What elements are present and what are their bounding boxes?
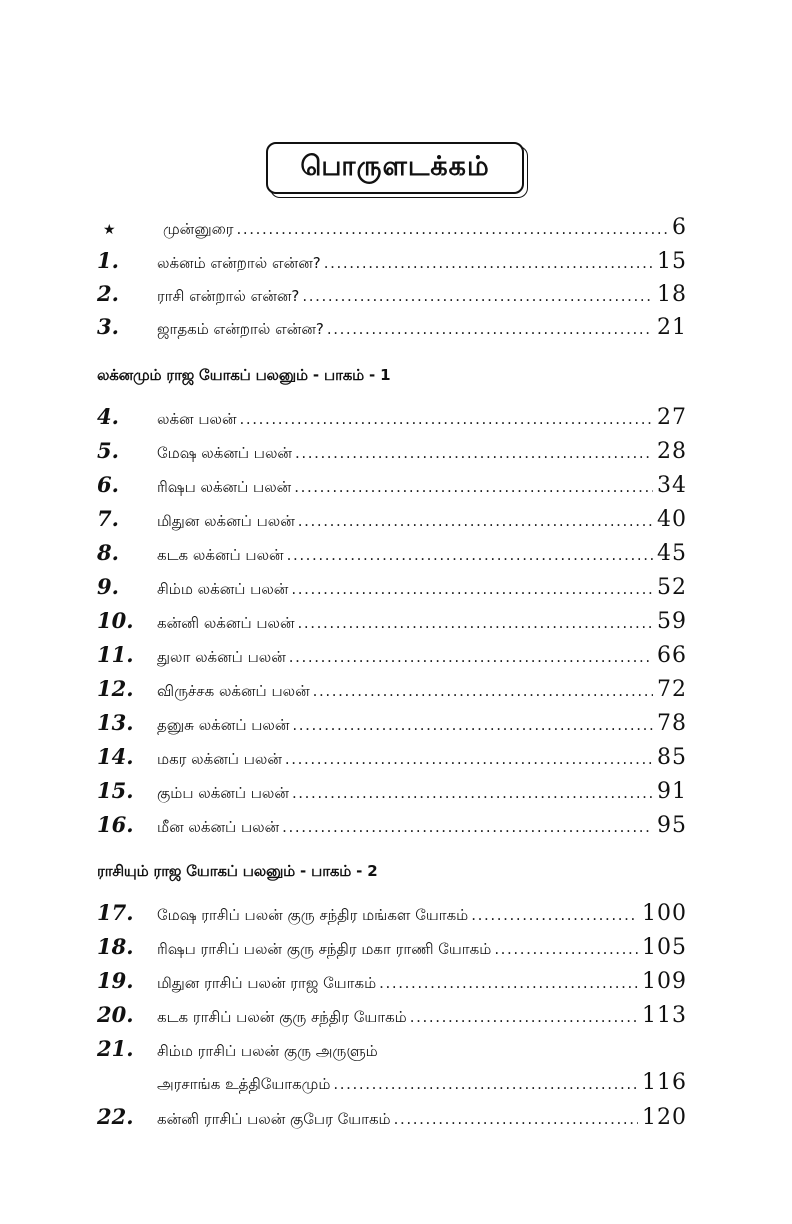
toc-entry[interactable] [97,472,687,506]
section-heading-part-2: ராசியும் ராஜ யோகப் பலனும் - பாகம் - 2 [97,862,378,880]
dot-leader [292,716,653,734]
dot-leader [379,974,638,992]
toc-page: 27 [657,405,687,430]
toc-number: 15. [97,778,134,803]
toc-page: 120 [642,1105,687,1130]
toc-title: கும்ப லக்னப் பலன் [157,784,289,802]
toc-title: கடக லக்னப் பலன் [157,546,284,564]
toc-page: 85 [657,745,687,770]
toc-entry[interactable] [97,1002,687,1036]
toc-title: விருச்சக லக்னப் பலன் [157,682,310,700]
toc-title: சிம்ம லக்னப் பலன் [157,580,289,598]
dot-leader [298,614,653,632]
toc-entry[interactable] [97,1104,687,1138]
toc-title-continued: அரசாங்க உத்தியோகமும் [157,1075,331,1093]
toc-page: 15 [657,249,687,274]
toc-page: 21 [657,315,687,340]
toc-title: தனுசு லக்னப் பலன் [157,716,290,734]
toc-title: கன்னி ராசிப் பலன் குபேர யோகம் [157,1110,391,1128]
toc-title: லக்ன பலன் [157,410,237,428]
dot-leader [302,287,653,305]
toc-number: 20. [97,1002,134,1027]
toc-page: 6 [672,215,687,240]
dot-leader [394,1110,638,1128]
toc-page: 28 [657,439,687,464]
dot-leader [282,818,653,836]
dot-leader [295,444,653,462]
toc-title: முன்னுரை [163,220,234,238]
dot-leader [285,750,653,768]
toc-number: 12. [97,676,134,701]
toc-number: 11. [97,642,134,667]
toc-page: 66 [657,643,687,668]
dot-leader [291,580,653,598]
toc-number: 3. [97,314,119,339]
star-icon: ★ [103,222,116,238]
toc-entry[interactable] [97,1036,687,1070]
toc-entry[interactable] [97,438,687,472]
toc-page: 78 [657,711,687,736]
toc-number: 1. [97,248,119,273]
toc-number: 10. [97,608,134,633]
toc-title: துலா லக்னப் பலன் [157,648,286,666]
toc-page: 18 [657,282,687,307]
toc-entry-continuation[interactable] [97,1070,687,1104]
dot-leader [471,906,638,924]
dot-leader [410,1008,638,1026]
toc-title: கன்னி லக்னப் பலன் [157,614,295,632]
toc-number: 17. [97,900,134,925]
toc-entry[interactable] [97,574,687,608]
toc-title: ரிஷப லக்னப் பலன் [157,478,292,496]
toc-entry[interactable] [97,540,687,574]
toc-number: 6. [97,472,119,497]
contents-heading: பொருளடக்கம் [266,142,524,194]
toc-title: மேஷ ராசிப் பலன் குரு சந்திர மங்கள யோகம் [157,906,469,924]
toc-page: 91 [657,779,687,804]
toc-entry[interactable] [97,778,687,812]
toc-entry[interactable] [97,281,687,315]
toc-entry[interactable] [97,608,687,642]
toc-entry[interactable] [97,968,687,1002]
dot-leader [237,220,668,238]
dot-leader [289,648,653,666]
toc-number: 21. [97,1036,134,1061]
dot-leader [494,940,638,958]
dot-leader [313,682,653,700]
section-heading-part-1: லக்னமும் ராஜ யோகப் பலனும் - பாகம் - 1 [97,366,391,384]
toc-number: 18. [97,934,134,959]
toc-entry[interactable] [97,642,687,676]
toc-number: 19. [97,968,134,993]
toc-title: மகர லக்னப் பலன் [157,750,282,768]
toc-page: 45 [657,541,687,566]
toc-page: 116 [642,1070,687,1095]
dot-leader [292,784,653,802]
toc-entry[interactable] [97,404,687,438]
toc-title: மேஷ லக்னப் பலன் [157,444,292,462]
toc-number: 7. [97,506,119,531]
toc-entry[interactable] [97,744,687,778]
toc-entry[interactable] [97,506,687,540]
toc-entry[interactable] [97,676,687,710]
toc-page: 52 [657,575,687,600]
toc-page: 100 [642,901,687,926]
dot-leader [294,478,653,496]
toc-entry[interactable] [97,215,687,249]
toc-title: கடக ராசிப் பலன் குரு சந்திர யோகம் [157,1008,407,1026]
dot-leader [298,512,653,530]
dot-leader [327,320,653,338]
toc-page: 34 [657,473,687,498]
toc-page: 72 [657,677,687,702]
toc-page: 59 [657,609,687,634]
toc-number: 2. [97,281,119,306]
toc-number: 16. [97,812,134,837]
toc-title: ஜாதகம் என்றால் என்ன? [157,320,324,338]
dot-leader [324,254,653,272]
toc-entry[interactable] [97,812,687,846]
toc-title: லக்னம் என்றால் என்ன? [157,254,321,272]
toc-number: 8. [97,540,119,565]
toc-entry[interactable] [97,314,687,348]
dot-leader [333,1075,638,1093]
toc-page: 109 [642,969,687,994]
toc-title: ராசி என்றால் என்ன? [157,287,300,305]
toc-number: 22. [97,1104,134,1129]
toc-entry[interactable] [97,934,687,968]
toc-title: மிதுன ராசிப் பலன் ராஜ யோகம் [157,974,377,992]
toc-number: 9. [97,574,119,599]
toc-entry[interactable] [97,900,687,934]
toc-page: 105 [642,935,687,960]
toc-number: 13. [97,710,134,735]
toc-page: 113 [642,1003,687,1028]
dot-leader [240,410,653,428]
dot-leader [287,546,653,564]
toc-number: 5. [97,438,119,463]
toc-title: மீன லக்னப் பலன் [157,818,280,836]
toc-page: 95 [657,813,687,838]
toc-entry[interactable] [97,248,687,282]
toc-title: மிதுன லக்னப் பலன் [157,512,295,530]
toc-entry[interactable] [97,710,687,744]
toc-page: 40 [657,507,687,532]
toc-number: 14. [97,744,134,769]
toc-title: ரிஷப ராசிப் பலன் குரு சந்திர மகா ராணி யோகம் [157,940,492,958]
toc-title: சிம்ம ராசிப் பலன் குரு அருளும் [157,1042,378,1060]
toc-number: 4. [97,404,119,429]
